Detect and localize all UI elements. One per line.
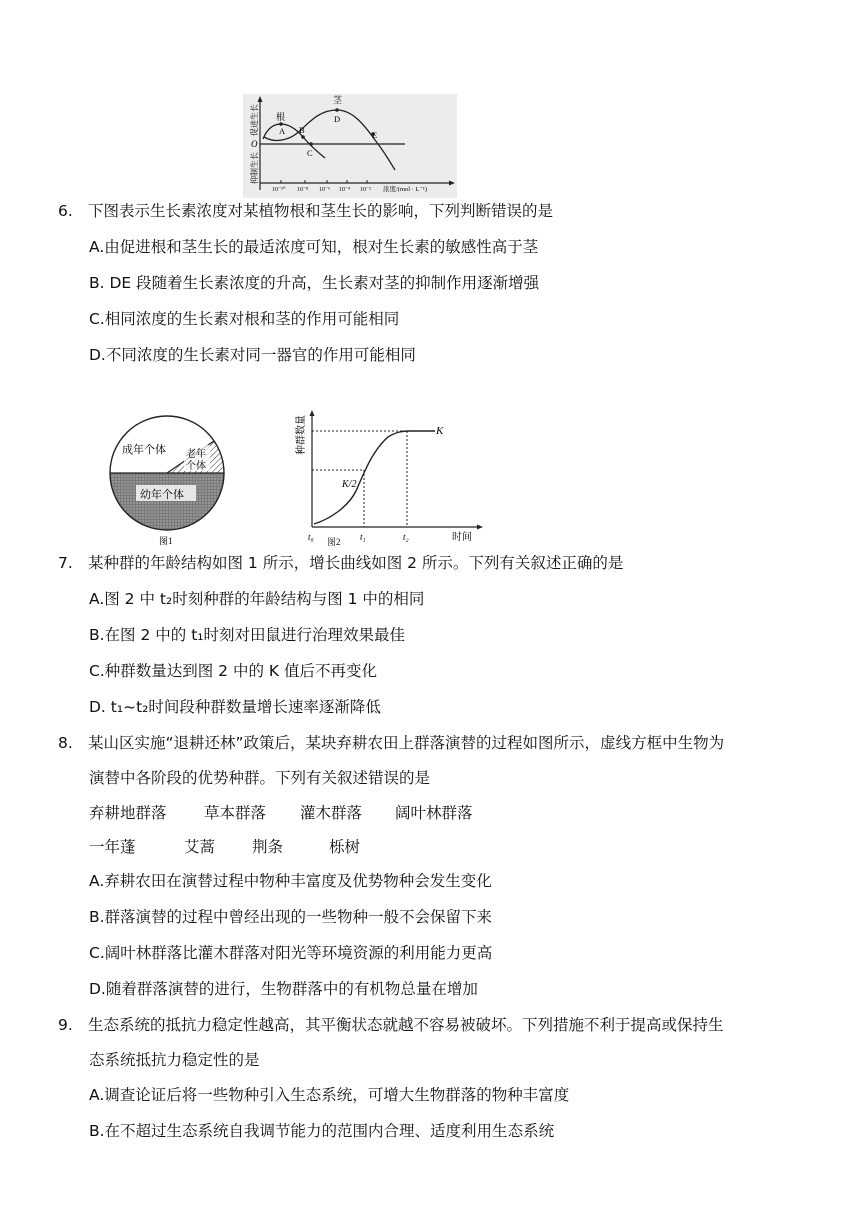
species-label: 一年蓬 <box>89 838 136 856</box>
stage-label: 灌木群落 <box>300 804 363 822</box>
question-7 <box>58 553 623 573</box>
young-label: 幼年个体 <box>140 489 184 501</box>
t2-label: t₂ <box>403 532 409 542</box>
logistic-chart <box>290 407 485 549</box>
y-axis-label: 种群数量 <box>296 415 307 455</box>
label-d: D <box>334 114 341 124</box>
adult-label: 成年个体 <box>122 444 166 456</box>
figure-1 <box>100 403 235 548</box>
y-label-inhibit: 抑制生长 <box>250 152 259 184</box>
root-label: 根 <box>276 112 286 122</box>
label-a: A <box>279 126 286 136</box>
question-number: 9. <box>58 1016 73 1034</box>
option-b: B.在图 2 中的 t₁时刻对田鼠进行治理效果最佳 <box>89 626 405 644</box>
k-label: K <box>436 425 444 437</box>
option-c: C.种群数量达到图 2 中的 K 值后不再变化 <box>89 662 377 680</box>
tick-label: 10⁻⁶ <box>319 187 331 193</box>
option-a: A.弃耕农田在演替过程中物种丰富度及优势物种会发生变化 <box>89 872 492 890</box>
figure-2 <box>290 407 485 549</box>
option-d: D. t₁~t₂时间段种群数量增长速率逐渐降低 <box>89 698 381 716</box>
option-c: C.阔叶林群落比灌木群落对阳光等环境资源的利用能力更高 <box>89 944 493 962</box>
point-b <box>301 135 305 139</box>
y-axis-arrow <box>258 96 263 102</box>
question-stem-line-1: 某山区实施“退耕还林”政策后，某块弃耕农田上群落演替的过程如图所示，虚线方框中生物为 <box>88 734 725 752</box>
auxin-chart <box>243 94 457 198</box>
root-curve <box>263 124 325 158</box>
label-e: E <box>372 130 378 140</box>
point-c <box>309 142 313 146</box>
stage-label: 弃耕地群落 <box>89 804 167 822</box>
k-half-label: K/2 <box>342 479 357 490</box>
option-a: A.调查论证后将一些物种引入生态系统，可增大生物群落的物种丰富度 <box>89 1086 570 1104</box>
option-b: B.在不超过生态系统自我调节能力的范围内合理、适度利用生态系统 <box>89 1122 555 1140</box>
figure-1-caption: 图1 <box>159 536 173 546</box>
question-stem-line-2: 演替中各阶段的优势种群。下列有关叙述错误的是 <box>89 769 431 787</box>
question-stem: 下图表示生长素浓度对某植物根和茎生长的影响，下列判断错误的是 <box>88 202 554 220</box>
label-c: C <box>307 148 313 158</box>
tick-label: 10⁻¹⁰ <box>272 187 286 193</box>
t0-label: t₀ <box>308 532 314 542</box>
tick-label: 10⁻⁴ <box>339 187 351 193</box>
question-number: 7. <box>58 554 73 572</box>
stage-label: 阔叶林群落 <box>395 804 473 822</box>
option-a: A.由促进根和茎生长的最适浓度可知，根对生长素的敏感性高于茎 <box>89 238 539 256</box>
question-stem-line-2: 态系统抵抗力稳定性的是 <box>89 1051 260 1069</box>
question-9 <box>58 1015 724 1035</box>
t1-label: t₁ <box>360 532 366 542</box>
question-8 <box>58 733 724 753</box>
x-axis-label: 浓度/(mol · L⁻¹) <box>383 186 428 193</box>
x-axis-arrow <box>449 181 455 186</box>
origin-label: O <box>251 139 258 149</box>
question-number: 8. <box>58 734 73 752</box>
question-stem-line-1: 生态系统的抵抗力稳定性越高，其平衡状态就越不容易被破坏。下列措施不利于提高或保持生 <box>88 1016 724 1034</box>
species-label: 荆条 <box>252 838 284 856</box>
label-b: B <box>299 125 305 135</box>
old-label-1: 老年 <box>186 449 206 460</box>
old-label-2: 个体 <box>186 461 206 472</box>
question-number: 6. <box>58 202 73 220</box>
point-d <box>335 108 339 112</box>
x-axis-label: 时间 <box>452 532 472 543</box>
s-curve <box>314 431 435 524</box>
option-b: B. DE 段随着生长素浓度的升高，生长素对茎的抑制作用逐渐增强 <box>89 274 540 292</box>
stem-label: 茎 <box>333 95 343 105</box>
figure-2-caption: 图2 <box>327 537 341 547</box>
age-structure-pie <box>100 403 235 548</box>
species-label: 栎树 <box>329 838 361 856</box>
option-a: A.图 2 中 t₂时刻种群的年龄结构与图 1 中的相同 <box>89 590 425 608</box>
y-label-promote: 促进生长 <box>250 104 259 136</box>
species-label: 艾蒿 <box>184 838 216 856</box>
option-d: D.不同浓度的生长素对同一器官的作用可能相同 <box>89 346 416 364</box>
option-c: C.相同浓度的生长素对根和茎的作用可能相同 <box>89 310 400 328</box>
question-stem: 某种群的年龄结构如图 1 所示，增长曲线如图 2 所示。下列有关叙述正确的是 <box>88 554 624 572</box>
option-d: D.随着群落演替的进行，生物群落中的有机物总量在增加 <box>89 980 478 998</box>
tick-label: 10⁻⁸ <box>297 187 309 193</box>
young-slice <box>110 473 224 530</box>
stage-label: 草本群落 <box>204 804 267 822</box>
tick-label: 10⁻² <box>360 187 371 193</box>
option-b: B.群落演替的过程中曾经出现的一些物种一般不会保留下来 <box>89 908 493 926</box>
question-6 <box>58 201 553 221</box>
auxin-figure <box>243 94 457 198</box>
